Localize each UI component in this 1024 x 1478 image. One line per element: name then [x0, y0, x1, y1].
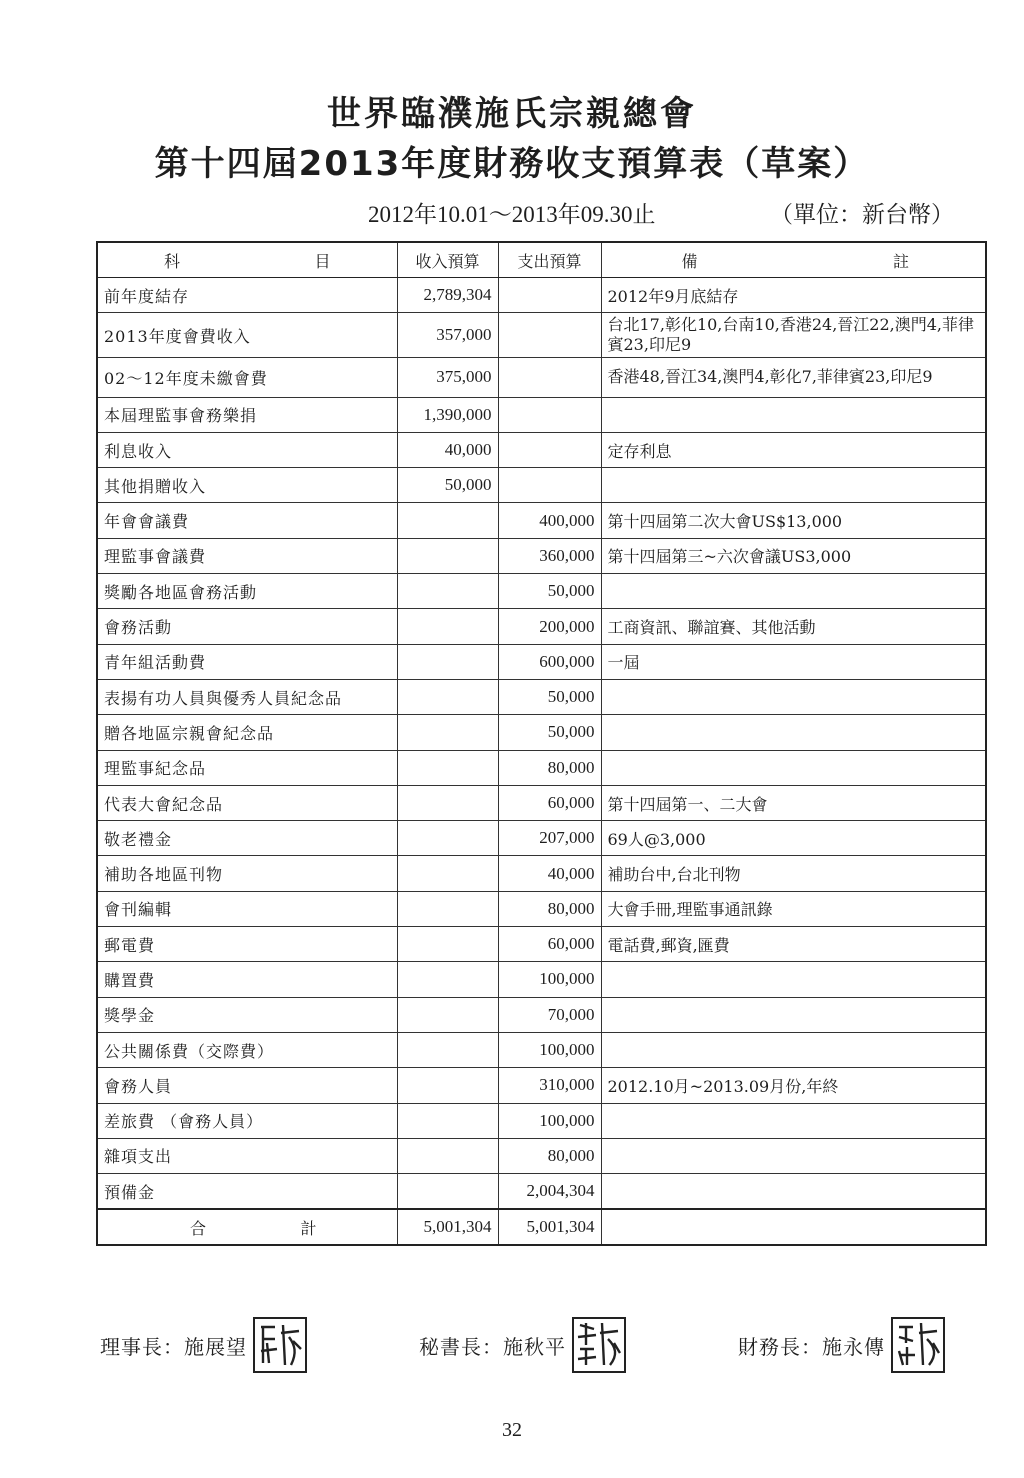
row-note: 2012.10月~2013.09月份,年終 [601, 1068, 986, 1103]
row-income [397, 891, 498, 926]
row-item: 補助各地區刊物 [97, 856, 397, 891]
row-note [601, 397, 986, 432]
row-note [601, 1174, 986, 1210]
document-subtitle: 第十四屆2013年度財務收支預算表（草案） [154, 144, 870, 184]
row-income [397, 785, 498, 820]
row-item: 年會會議費 [97, 503, 397, 538]
row-income: 50,000 [397, 468, 498, 503]
row-expense [498, 432, 601, 467]
row-expense: 80,000 [498, 750, 601, 785]
row-expense: 70,000 [498, 997, 601, 1032]
header-subject [97, 242, 397, 278]
row-item: 其他捐贈收入 [97, 468, 397, 503]
row-item: 獎勵各地區會務活動 [97, 574, 397, 609]
row-item: 郵電費 [97, 927, 397, 962]
row-expense: 2,004,304 [498, 1174, 601, 1210]
table-row [97, 1068, 986, 1103]
row-item: 2013年度會費收入 [97, 313, 397, 358]
row-income [397, 644, 498, 679]
row-item: 購置費 [97, 962, 397, 997]
chairman-label: 理事長：施展望 [100, 1334, 247, 1359]
row-income [397, 679, 498, 714]
secretary-label: 秘書長：施秋平 [419, 1334, 566, 1359]
row-income [397, 962, 498, 997]
table-row [97, 1103, 986, 1138]
row-income [397, 574, 498, 609]
budget-period: 2012年10.01～2013年09.30止 [368, 202, 656, 227]
row-expense: 100,000 [498, 1103, 601, 1138]
secretary-seal-stamp [572, 1317, 626, 1373]
table-row [97, 1138, 986, 1173]
table-row [97, 715, 986, 750]
row-note [601, 1032, 986, 1067]
row-item: 會刊編輯 [97, 891, 397, 926]
table-row [97, 644, 986, 679]
row-expense [498, 278, 601, 313]
row-expense [498, 468, 601, 503]
header-income: 收入預算 [397, 242, 498, 278]
row-item: 獎學金 [97, 997, 397, 1032]
total-label-b: 計 [300, 1218, 317, 1238]
table-row [97, 891, 986, 926]
row-expense: 400,000 [498, 503, 601, 538]
total-row [97, 1209, 986, 1245]
row-note [601, 997, 986, 1032]
table-header-row [97, 242, 986, 278]
total-note [601, 1209, 986, 1245]
total-expense: 5,001,304 [498, 1209, 601, 1245]
row-note: 一屆 [601, 644, 986, 679]
table-row [97, 997, 986, 1032]
row-note: 第十四屆第三~六次會議US3,000 [601, 538, 986, 573]
treasurer-signature [738, 1318, 945, 1372]
table-row [97, 432, 986, 467]
row-income [397, 856, 498, 891]
table-row [97, 679, 986, 714]
row-item: 敬老禮金 [97, 821, 397, 856]
row-income [397, 821, 498, 856]
row-note [601, 750, 986, 785]
row-item: 預備金 [97, 1174, 397, 1210]
table-row [97, 785, 986, 820]
row-note: 台北17,彰化10,台南10,香港24,晉江22,澳門4,菲律賓23,印尼9 [601, 313, 986, 358]
row-expense: 360,000 [498, 538, 601, 573]
row-item: 理監事紀念品 [97, 750, 397, 785]
row-item: 表揚有功人員與優秀人員紀念品 [97, 679, 397, 714]
row-income [397, 538, 498, 573]
row-expense: 50,000 [498, 679, 601, 714]
table-row [97, 538, 986, 573]
row-income [397, 1174, 498, 1210]
row-item: 青年組活動費 [97, 644, 397, 679]
row-income [397, 927, 498, 962]
row-note: 定存利息 [601, 432, 986, 467]
row-item: 理監事會議費 [97, 538, 397, 573]
header-note [601, 242, 986, 278]
row-item: 會務人員 [97, 1068, 397, 1103]
table-row [97, 1032, 986, 1067]
row-note: 香港48,晉江34,澳門4,彰化7,菲律賓23,印尼9 [601, 358, 986, 397]
row-item: 公共關係費（交際費） [97, 1032, 397, 1067]
row-income: 375,000 [397, 358, 498, 397]
total-income: 5,001,304 [397, 1209, 498, 1245]
row-note [601, 468, 986, 503]
row-note: 電話費,郵資,匯費 [601, 927, 986, 962]
row-item: 本屆理監事會務樂捐 [97, 397, 397, 432]
row-note: 69人@3,000 [601, 821, 986, 856]
treasurer-seal-stamp [891, 1317, 945, 1373]
row-income [397, 1068, 498, 1103]
row-expense: 100,000 [498, 962, 601, 997]
table-row [97, 397, 986, 432]
table-row [97, 962, 986, 997]
table-row [97, 313, 986, 358]
row-expense: 80,000 [498, 1138, 601, 1173]
row-income: 2,789,304 [397, 278, 498, 313]
row-item: 會務活動 [97, 609, 397, 644]
document-title: 世界臨濮施氏宗親總會 [327, 94, 697, 134]
table-row [97, 927, 986, 962]
row-expense: 50,000 [498, 574, 601, 609]
total-label [97, 1209, 397, 1245]
table-row [97, 609, 986, 644]
row-item: 雜項支出 [97, 1138, 397, 1173]
header-subject-a: 科 [164, 251, 181, 271]
row-expense: 40,000 [498, 856, 601, 891]
row-expense [498, 313, 601, 358]
chairman-seal-stamp [253, 1317, 307, 1373]
row-income [397, 1103, 498, 1138]
row-note: 2012年9月底結存 [601, 278, 986, 313]
row-note: 工商資訊、聯誼賽、其他活動 [601, 609, 986, 644]
row-note [601, 715, 986, 750]
row-note [601, 962, 986, 997]
header-subject-b: 目 [314, 251, 331, 271]
row-expense: 207,000 [498, 821, 601, 856]
chairman-signature [100, 1318, 307, 1372]
row-expense: 600,000 [498, 644, 601, 679]
row-income [397, 503, 498, 538]
row-note [601, 1138, 986, 1173]
table-row [97, 503, 986, 538]
row-note [601, 574, 986, 609]
row-note: 第十四屆第二次大會US$13,000 [601, 503, 986, 538]
row-income [397, 750, 498, 785]
row-income: 40,000 [397, 432, 498, 467]
table-row [97, 1174, 986, 1210]
total-label-a: 合 [190, 1218, 207, 1238]
row-income [397, 609, 498, 644]
row-expense [498, 358, 601, 397]
row-note: 大會手冊,理監事通訊錄 [601, 891, 986, 926]
header-note-a: 備 [681, 251, 698, 271]
table-row [97, 750, 986, 785]
row-income [397, 715, 498, 750]
table-row [97, 468, 986, 503]
row-expense: 100,000 [498, 1032, 601, 1067]
row-expense: 50,000 [498, 715, 601, 750]
row-item: 代表大會紀念品 [97, 785, 397, 820]
row-note [601, 679, 986, 714]
row-expense [498, 397, 601, 432]
row-income: 1,390,000 [397, 397, 498, 432]
header-expense: 支出預算 [498, 242, 601, 278]
row-item: 利息收入 [97, 432, 397, 467]
row-income [397, 1138, 498, 1173]
header-note-b: 註 [892, 251, 909, 271]
row-note: 補助台中,台北刊物 [601, 856, 986, 891]
table-row [97, 574, 986, 609]
row-item: 前年度結存 [97, 278, 397, 313]
table-row [97, 358, 986, 397]
table-row [97, 856, 986, 891]
page-number: 32 [502, 1419, 522, 1441]
row-note: 第十四屆第一、二大會 [601, 785, 986, 820]
secretary-signature [419, 1318, 626, 1372]
row-expense: 60,000 [498, 927, 601, 962]
row-item: 差旅費 （會務人員） [97, 1103, 397, 1138]
budget-table [96, 241, 987, 1246]
row-income [397, 1032, 498, 1067]
currency-unit: （單位：新台幣） [770, 202, 954, 228]
row-expense: 200,000 [498, 609, 601, 644]
row-income: 357,000 [397, 313, 498, 358]
table-row [97, 278, 986, 313]
row-expense: 80,000 [498, 891, 601, 926]
row-item: 02～12年度未繳會費 [97, 358, 397, 397]
row-note [601, 1103, 986, 1138]
row-expense: 60,000 [498, 785, 601, 820]
row-income [397, 997, 498, 1032]
row-expense: 310,000 [498, 1068, 601, 1103]
row-item: 贈各地區宗親會紀念品 [97, 715, 397, 750]
table-row [97, 821, 986, 856]
treasurer-label: 財務長：施永傳 [738, 1334, 885, 1359]
